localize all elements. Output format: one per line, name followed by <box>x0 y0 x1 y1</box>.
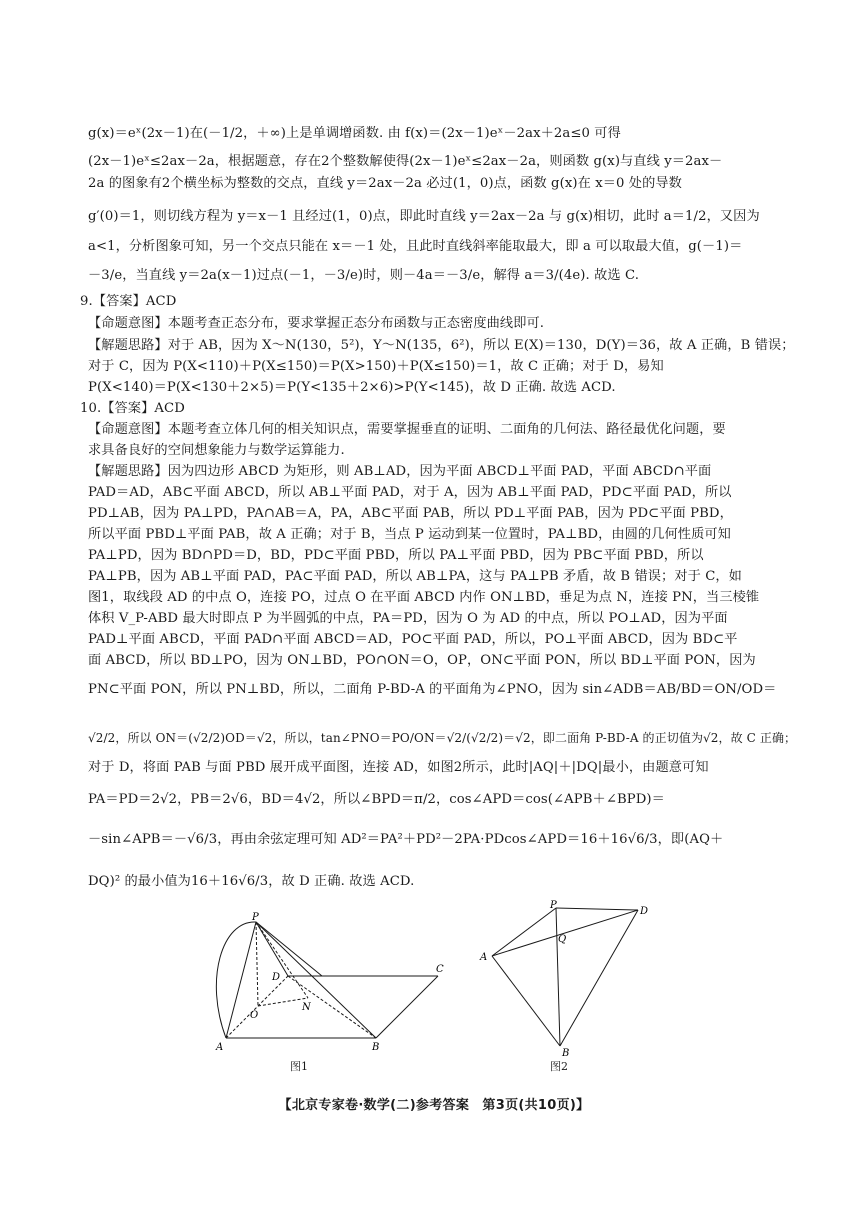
fig2-point-A: A <box>480 952 488 963</box>
answer-10-heading: 10.【答案】ACD <box>80 401 185 416</box>
text-line-3: 2a 的图象有2个横坐标为整数的交点，直线 y＝2ax－2a 必过(1，0)点，函数 g(x)在 x＝0 处的导数 <box>88 176 682 191</box>
answer-9-heading: 9.【答案】ACD <box>80 294 177 309</box>
text-line-24: 面 ABCD，所以 BD⊥PO，因为 ON⊥BD，PO∩ON＝O，OP，ON⊂平面 PON，所以 BD⊥平面 PON，因为 <box>88 653 756 668</box>
text-line-8: 【命题意图】本题考查正态分布，要求掌握正态分布函数与正态密度曲线即可. <box>88 316 545 331</box>
figure-2 <box>478 898 668 1076</box>
text-line-4: g′(0)＝1，则切线方程为 y＝x－1 且经过(1，0)点，即此时直线 y＝2ax－2a 与 g(x)相切，此时 a＝1/2，又因为 <box>88 209 760 224</box>
page-footer: 【北京专家卷·数学(二)参考答案 第3页(共10页)】 <box>278 1098 590 1113</box>
text-line-14: 求具备良好的空间想象能力与数学运算能力. <box>88 443 345 458</box>
text-line-30: DQ)² 的最小值为16＋16√6/3，故 D 正确. 故选 ACD. <box>88 874 415 889</box>
text-line-29: －sin∠APB＝－√6/3，再由余弦定理可知 AD²＝PA²＋PD²－2PA·PDcos∠APD＝16＋16√6/3，即(AQ＋ <box>88 832 724 847</box>
text-line-25: PN⊂平面 PON，所以 PN⊥BD，所以，二面角 P-BD-A 的平面角为∠PNO，因为 sin∠ADB＝AB/BD＝ON/OD＝ <box>88 682 777 697</box>
text-line-15: 【解题思路】因为四边形 ABCD 为矩形，则 AB⊥AD，因为平面 ABCD⊥平面 PAD，平面 ABCD∩平面 <box>88 464 712 479</box>
text-line-16: PAD＝AD，AB⊂平面 ABCD，所以 AB⊥平面 PAD，对于 A，因为 AB⊥平面 PAD，PD⊂平面 PAD，所以 <box>88 485 732 500</box>
fig1-point-C: C <box>436 964 444 975</box>
fig2-point-B: B <box>562 1048 570 1059</box>
text-line-1: g(x)＝eˣ(2x－1)在(－1/2，＋∞)上是单调增函数. 由 f(x)＝(2x－1)eˣ－2ax＋2a≤0 可得 <box>88 126 621 141</box>
text-line-26: √2/2，所以 ON＝(√2/2)OD＝√2，所以，tan∠PNO＝PO/ON＝√2/(√2/2)＝√2，即二面角 P-BD-A 的正切值为√2，故 C 正确； <box>88 731 797 745</box>
fig1-point-A: A <box>216 1042 224 1053</box>
text-line-19: PA⊥PD，因为 BD∩PD＝D，BD，PD⊂平面 PBD，所以 PA⊥平面 PBD，因为 PB⊂平面 PBD，所以 <box>88 548 704 563</box>
text-line-20: PA⊥PB，因为 AB⊥平面 PAD，PA⊂平面 PAD，所以 AB⊥PA，这与 PA⊥PB 矛盾，故 B 错误；对于 C，如 <box>88 569 742 584</box>
text-line-5: a<1，分析图象可知，另一个交点只能在 x＝－1 处，且此时直线斜率能取最大，即 a 可以取最大值，g(－1)＝ <box>88 239 743 254</box>
figure-1 <box>212 910 462 1075</box>
text-line-10: 对于 C，因为 P(X<110)＋P(X≤150)＝P(X>150)＋P(X≤150)＝1，故 C 正确；对于 D，易知 <box>88 359 664 374</box>
fig1-point-B: B <box>372 1042 380 1053</box>
text-line-18: 所以平面 PBD⊥平面 PAB，故 A 正确；对于 B，当点 P 运动到某一位置时，PA⊥BD，由圆的几何性质可知 <box>88 527 731 542</box>
fig1-caption: 图1 <box>290 1060 308 1073</box>
fig1-point-N: N <box>302 1002 311 1013</box>
fig2-point-P: P <box>550 900 557 911</box>
text-line-13: 【命题意图】本题考查立体几何的相关知识点，需要掌握垂直的证明、二面角的几何法、路径最优化问题，要 <box>88 422 726 437</box>
text-line-17: PD⊥AB，因为 PA⊥PD，PA∩AB＝A，PA，AB⊂平面 PAB，所以 PD⊥平面 PAB，因为 PD⊂平面 PBD， <box>88 506 733 521</box>
text-line-9: 【解题思路】对于 AB，因为 X～N(130，5²)，Y～N(135，6²)，所以 E(X)＝130，D(Y)＝36，故 A 正确，B 错误； <box>88 338 795 353</box>
text-line-23: PAD⊥平面 ABCD，平面 PAD∩平面 ABCD＝AD，PO⊂平面 PAD，所以，PO⊥平面 ABCD，因为 BD⊂平 <box>88 632 738 647</box>
fig2-caption: 图2 <box>550 1060 568 1073</box>
fig2-point-D: D <box>640 906 649 917</box>
fig1-point-D: D <box>272 972 281 983</box>
text-line-27: 对于 D，将面 PAB 与面 PBD 展开成平面图，连接 AD，如图2所示，此时|AQ|＋|DQ|最小，由题意可知 <box>88 760 709 775</box>
fig1-point-P: P <box>252 912 259 923</box>
fig1-point-O: O <box>250 1010 259 1021</box>
text-line-2: (2x－1)eˣ≤2ax－2a，根据题意，存在2个整数解使得(2x－1)eˣ≤2ax－2a，则函数 g(x)与直线 y＝2ax－ <box>88 154 723 169</box>
text-line-6: －3/e，当直线 y＝2a(x－1)过点(－1，－3/e)时，则－4a＝－3/e，解得 a＝3/(4e). 故选 C. <box>88 268 640 283</box>
text-line-28: PA＝PD＝2√2，PB＝2√6，BD＝4√2，所以∠BPD＝π/2，cos∠APD＝cos(∠APB＋∠BPD)＝ <box>88 792 665 807</box>
fig2-point-Q: Q <box>558 934 567 945</box>
text-line-22: 体积 V_P-ABD 最大时即点 P 为半圆弧的中点，PA＝PD，因为 O 为 AD 的中点，所以 PO⊥AD，因为平面 <box>88 611 728 626</box>
text-line-21: 图1，取线段 AD 的中点 O，连接 PO，过点 O 在平面 ABCD 内作 ON⊥BD，垂足为点 N，连接 PN，当三棱锥 <box>88 590 760 605</box>
text-line-11: P(X<140)＝P(X<130＋2×5)＝P(Y<135＋2×6)>P(Y<145)，故 D 正确. 故选 ACD. <box>88 380 616 395</box>
